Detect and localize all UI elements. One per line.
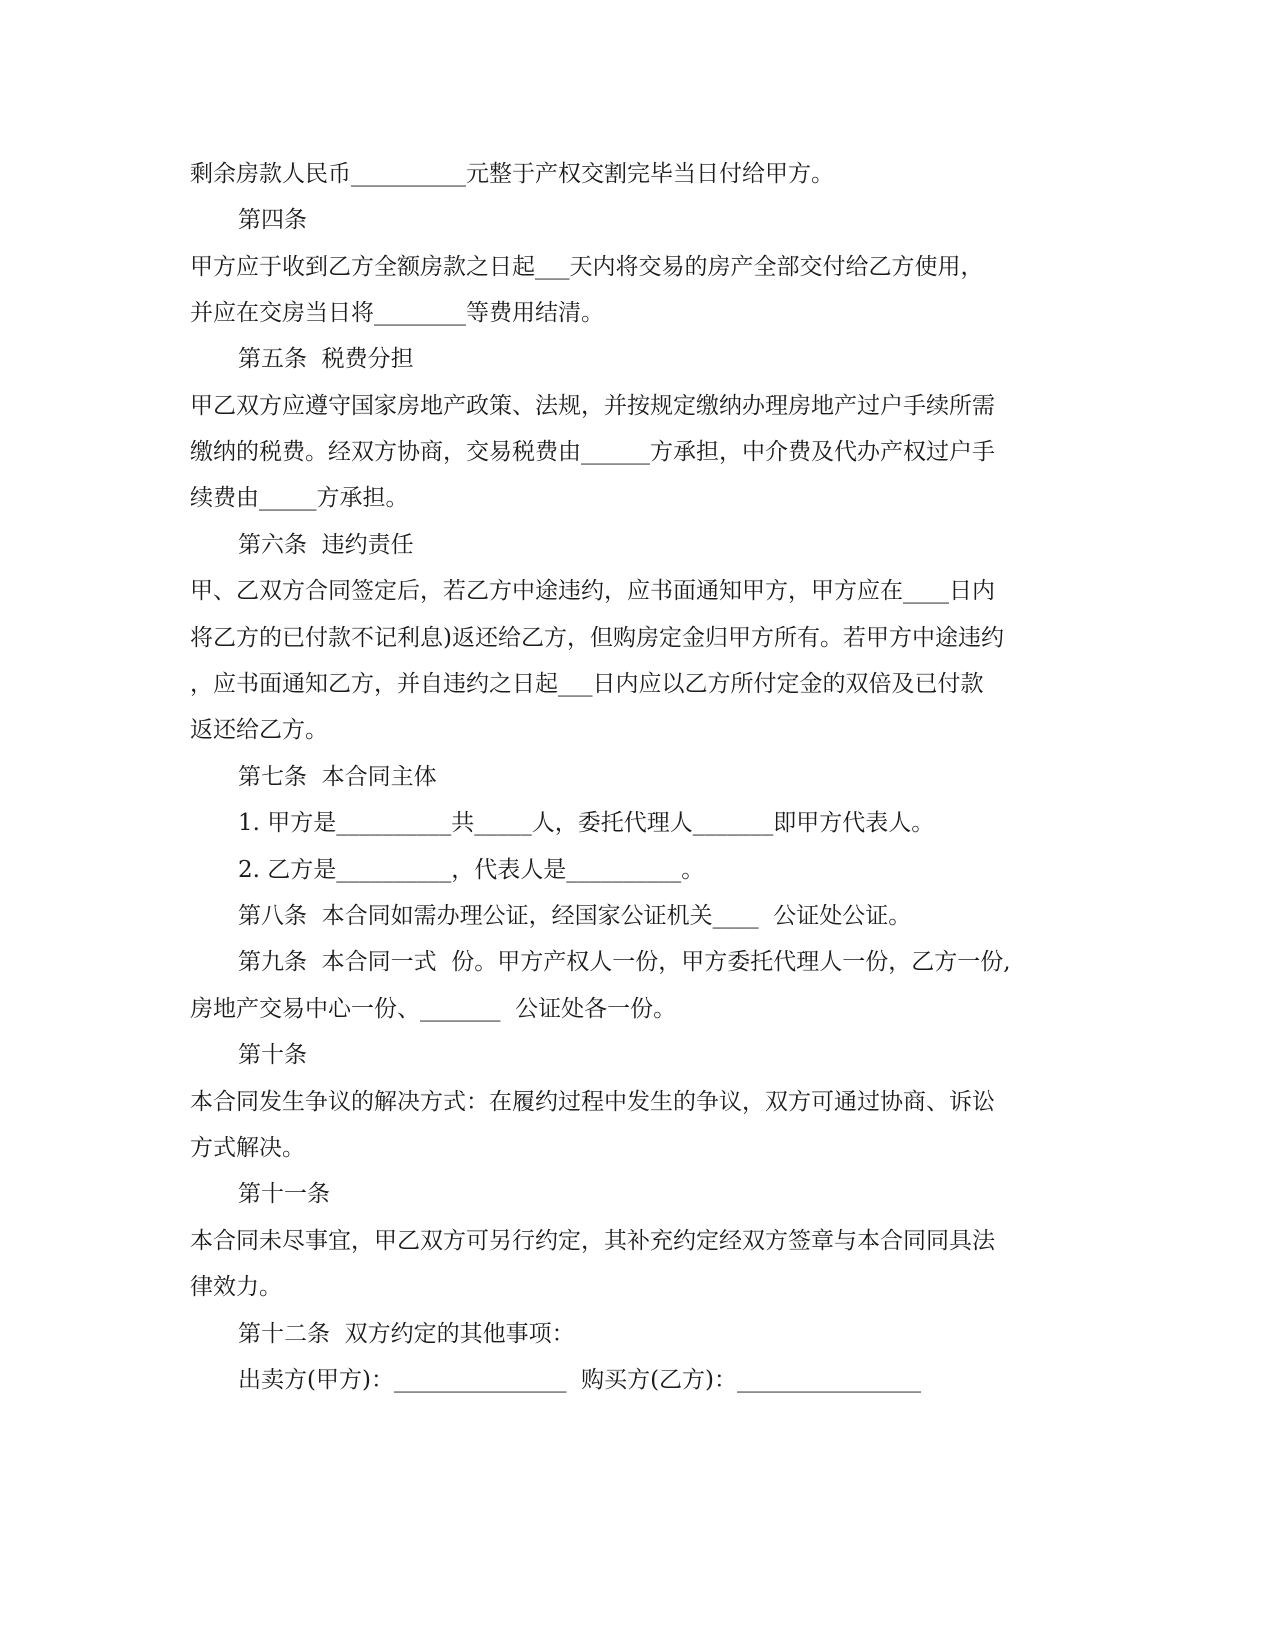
article-heading: 第十条 [238, 1042, 307, 1068]
text-line: 甲、乙双方合同签定后，若乙方中途违约，应书面通知甲方，甲方应在____日内 [190, 578, 995, 604]
text-line: 律效力。 [190, 1274, 282, 1300]
text-line: 返还给乙方。 [190, 717, 328, 743]
text-line: 将乙方的已付款不记利息)返还给乙方，但购房定金归甲方所有。若甲方中途违约 [190, 625, 1004, 651]
text-line: ，应书面通知乙方，并自违约之日起___日内应以乙方所付定金的双倍及已付款 [190, 671, 984, 697]
text-line: 并应在交房当日将________等费用结清。 [190, 300, 604, 326]
text-line: 2. 乙方是__________，代表人是__________。 [238, 857, 705, 883]
text-line: 方式解决。 [190, 1135, 305, 1161]
text-line: 1. 甲方是__________共_____人，委托代理人_______即甲方代表人。 [238, 810, 935, 836]
article-heading: 第六条 违约责任 [238, 532, 414, 558]
text-line: 房地产交易中心一份、_______ 公证处各一份。 [190, 996, 677, 1022]
article-heading: 第七条 本合同主体 [238, 764, 437, 790]
article-heading: 第十一条 [238, 1181, 330, 1207]
article-heading: 第五条 税费分担 [238, 346, 414, 372]
text-line: 缴纳的税费。经双方协商，交易税费由______方承担，中介费及代办产权过户手 [190, 439, 995, 465]
article-heading: 第十二条 双方约定的其他事项： [238, 1321, 575, 1347]
text-line: 第九条 本合同一式 份。甲方产权人一份，甲方委托代理人一份，乙方一份, [238, 949, 1011, 975]
text-line: 第八条 本合同如需办理公证，经国家公证机关____ 公证处公证。 [238, 903, 912, 929]
text-line: 续费由_____方承担。 [190, 485, 409, 511]
text-line: 本合同发生争议的解决方式：在履约过程中发生的争议，双方可通过协商、诉讼 [190, 1089, 995, 1115]
article-heading: 第四条 [238, 207, 307, 233]
text-line: 甲乙双方应遵守国家房地产政策、法规，并按规定缴纳办理房地产过户手续所需 [190, 393, 995, 419]
text-line: 甲方应于收到乙方全额房款之日起___天内将交易的房产全部交付给乙方使用， [190, 254, 984, 280]
signature-line: 出卖方(甲方)：_______________ 购买方(乙方)：________________ [238, 1367, 922, 1393]
text-line: 剩余房款人民币__________元整于产权交割完毕当日付给甲方。 [190, 161, 834, 187]
text-line: 本合同未尽事宜，甲乙双方可另行约定，其补充约定经双方签章与本合同同具法 [190, 1228, 995, 1254]
